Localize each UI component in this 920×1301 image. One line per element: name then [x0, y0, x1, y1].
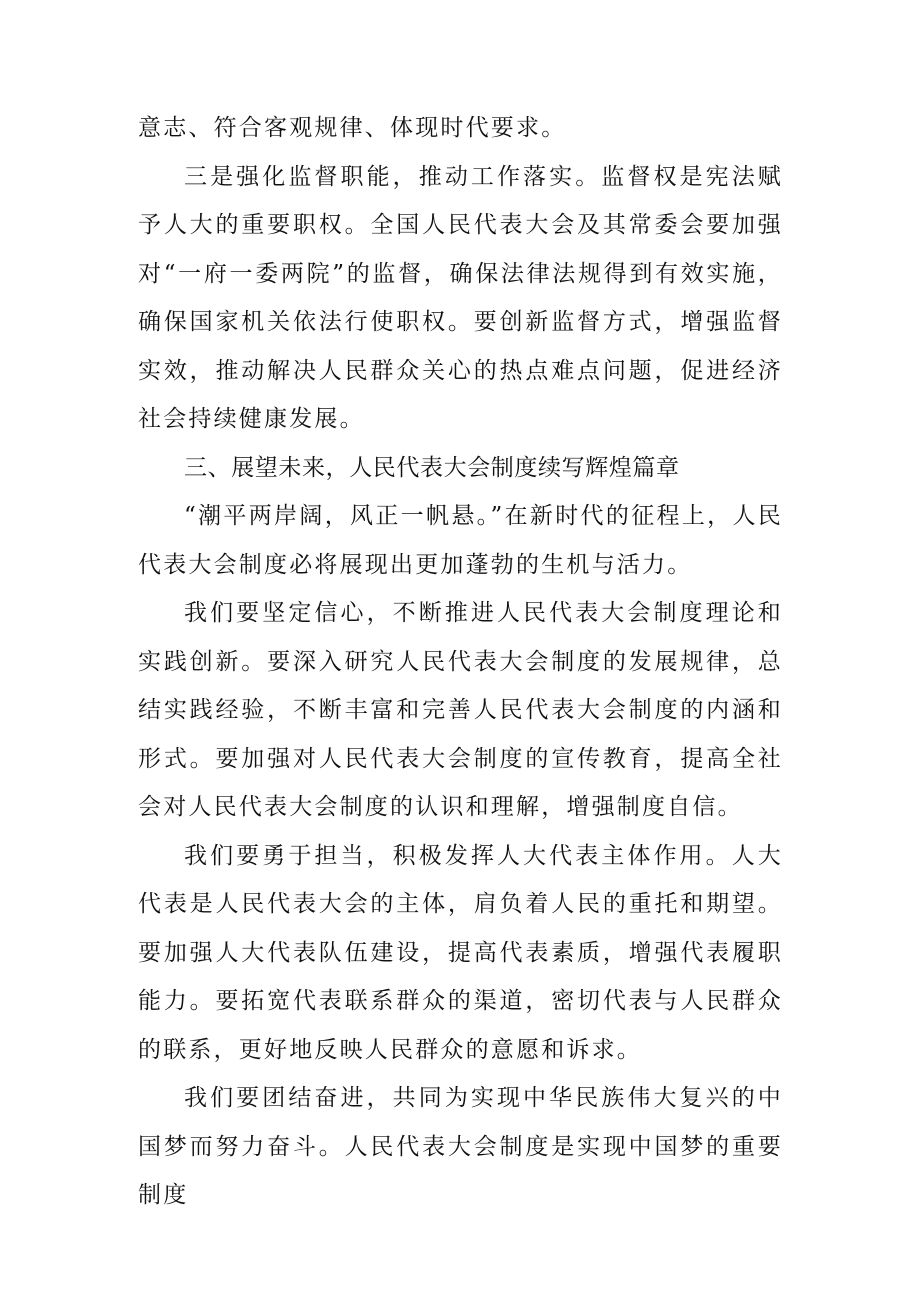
document-body	[138, 104, 783, 1220]
paragraph-5: 我们要勇于担当，积极发挥人大代表主体作用。人大代表是人民代表大会的主体，肩负着人民的重托和期望。要加强人大代表队伍建设，提高代表素质，增强代表履职能力。要拓宽代表联系群众的渠道，密切代表与人民群众的联系，更好地反映人民群众的意愿和诉求。	[138, 842, 783, 1063]
paragraph-3: “潮平两岸阔，风正一帆悬。”在新时代的征程上，人民代表大会制度必将展现出更加蓬勃的生机与活力。	[138, 503, 783, 578]
paragraph-1: 意志、符合客观规律、体现时代要求。	[138, 115, 567, 141]
paragraph-6: 我们要团结奋进，共同为实现中华民族伟大复兴的中国梦而努力奋斗。人民代表大会制度是实现中国梦的重要制度	[138, 1085, 783, 1208]
paragraph-2: 三是强化监督职能，推动工作落实。监督权是宪法赋予人大的重要职权。全国人民代表大会及其常委会要加强对“一府一委两院”的监督，确保法律法规得到有效实施，确保国家机关依法行使职权。要创新监督方式，增强监督实效，推动解决人民群众关心的热点难点问题，促进经济社会持续健康发展。	[138, 163, 783, 432]
section-heading: 三、展望未来，人民代表大会制度续写辉煌篇章	[184, 454, 680, 481]
paragraph-4: 我们要坚定信心，不断推进人民代表大会制度理论和实践创新。要深入研究人民代表大会制度的发展规律，总结实践经验，不断丰富和完善人民代表大会制度的内涵和形式。要加强对人民代表大会制度的宣传教育，提高全社会对人民代表大会制度的认识和理解，增强制度自信。	[138, 600, 783, 820]
